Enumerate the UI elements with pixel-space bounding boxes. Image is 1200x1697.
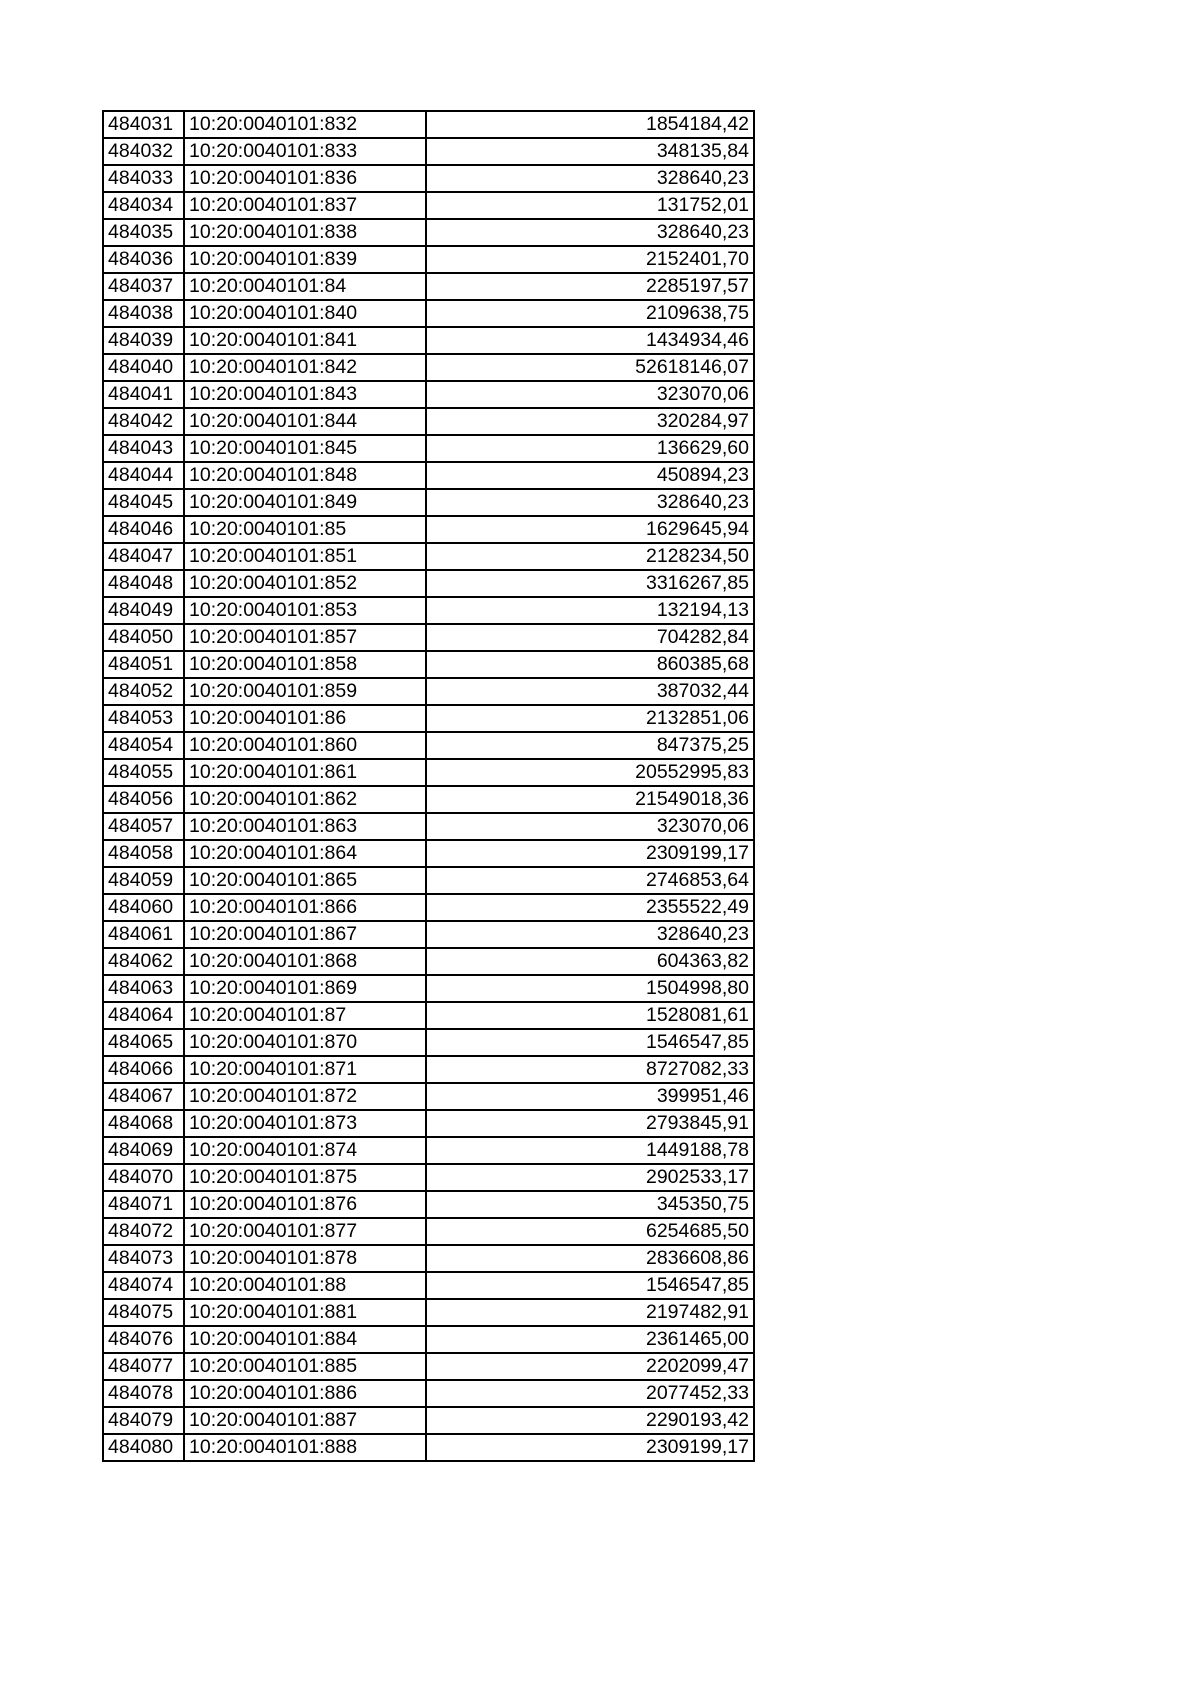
value-cell: 328640,23 (426, 165, 754, 192)
value-cell: 6254685,50 (426, 1218, 754, 1245)
value-cell: 2132851,06 (426, 705, 754, 732)
row-id-cell: 484053 (103, 705, 184, 732)
table-row (103, 1380, 754, 1407)
table-row (103, 1083, 754, 1110)
row-id-cell: 484049 (103, 597, 184, 624)
row-id-cell: 484052 (103, 678, 184, 705)
cadastral-number-cell: 10:20:0040101:860 (184, 732, 426, 759)
row-id-cell: 484047 (103, 543, 184, 570)
cadastral-number-cell: 10:20:0040101:867 (184, 921, 426, 948)
table-row (103, 354, 754, 381)
cadastral-number-cell: 10:20:0040101:87 (184, 1002, 426, 1029)
value-cell: 21549018,36 (426, 786, 754, 813)
cadastral-number-cell: 10:20:0040101:857 (184, 624, 426, 651)
row-id-cell: 484065 (103, 1029, 184, 1056)
value-cell: 604363,82 (426, 948, 754, 975)
row-id-cell: 484066 (103, 1056, 184, 1083)
value-cell: 1528081,61 (426, 1002, 754, 1029)
row-id-cell: 484079 (103, 1407, 184, 1434)
cadastral-number-cell: 10:20:0040101:887 (184, 1407, 426, 1434)
table-row (103, 1326, 754, 1353)
table-row (103, 975, 754, 1002)
table-row (103, 1137, 754, 1164)
table-row (103, 1002, 754, 1029)
table-row (103, 786, 754, 813)
value-cell: 136629,60 (426, 435, 754, 462)
cadastral-number-cell: 10:20:0040101:844 (184, 408, 426, 435)
row-id-cell: 484077 (103, 1353, 184, 1380)
value-cell: 131752,01 (426, 192, 754, 219)
row-id-cell: 484060 (103, 894, 184, 921)
table-row (103, 759, 754, 786)
table-row (103, 813, 754, 840)
table-body (103, 111, 754, 1461)
table-row (103, 1191, 754, 1218)
table-row (103, 273, 754, 300)
value-cell: 2793845,91 (426, 1110, 754, 1137)
row-id-cell: 484039 (103, 327, 184, 354)
row-id-cell: 484062 (103, 948, 184, 975)
value-cell: 52618146,07 (426, 354, 754, 381)
table-row (103, 1056, 754, 1083)
table-row (103, 1218, 754, 1245)
row-id-cell: 484058 (103, 840, 184, 867)
value-cell: 348135,84 (426, 138, 754, 165)
value-cell: 328640,23 (426, 489, 754, 516)
value-cell: 3316267,85 (426, 570, 754, 597)
table-row (103, 219, 754, 246)
cadastral-number-cell: 10:20:0040101:841 (184, 327, 426, 354)
table-row (103, 1299, 754, 1326)
row-id-cell: 484075 (103, 1299, 184, 1326)
table-row (103, 705, 754, 732)
cadastral-number-cell: 10:20:0040101:869 (184, 975, 426, 1002)
table-row (103, 840, 754, 867)
row-id-cell: 484067 (103, 1083, 184, 1110)
row-id-cell: 484040 (103, 354, 184, 381)
cadastral-number-cell: 10:20:0040101:88 (184, 1272, 426, 1299)
row-id-cell: 484037 (103, 273, 184, 300)
cadastral-number-cell: 10:20:0040101:888 (184, 1434, 426, 1461)
table-row (103, 732, 754, 759)
cadastral-number-cell: 10:20:0040101:862 (184, 786, 426, 813)
table-row (103, 678, 754, 705)
row-id-cell: 484080 (103, 1434, 184, 1461)
value-cell: 345350,75 (426, 1191, 754, 1218)
cadastral-number-cell: 10:20:0040101:85 (184, 516, 426, 543)
value-cell: 2746853,64 (426, 867, 754, 894)
table-row (103, 381, 754, 408)
value-cell: 860385,68 (426, 651, 754, 678)
value-cell: 399951,46 (426, 1083, 754, 1110)
value-cell: 20552995,83 (426, 759, 754, 786)
table-row (103, 867, 754, 894)
cadastral-number-cell: 10:20:0040101:864 (184, 840, 426, 867)
value-cell: 1434934,46 (426, 327, 754, 354)
value-cell: 2309199,17 (426, 840, 754, 867)
cadastral-number-cell: 10:20:0040101:873 (184, 1110, 426, 1137)
row-id-cell: 484072 (103, 1218, 184, 1245)
row-id-cell: 484038 (103, 300, 184, 327)
value-cell: 132194,13 (426, 597, 754, 624)
value-cell: 704282,84 (426, 624, 754, 651)
row-id-cell: 484070 (103, 1164, 184, 1191)
cadastral-number-cell: 10:20:0040101:886 (184, 1380, 426, 1407)
table-row (103, 516, 754, 543)
table-row (103, 948, 754, 975)
table-row (103, 1245, 754, 1272)
cadastral-number-cell: 10:20:0040101:84 (184, 273, 426, 300)
row-id-cell: 484056 (103, 786, 184, 813)
table-row (103, 408, 754, 435)
cadastral-number-cell: 10:20:0040101:858 (184, 651, 426, 678)
table-row (103, 246, 754, 273)
row-id-cell: 484031 (103, 111, 184, 138)
table-row (103, 651, 754, 678)
value-cell: 2109638,75 (426, 300, 754, 327)
value-cell: 2355522,49 (426, 894, 754, 921)
table-row (103, 894, 754, 921)
row-id-cell: 484061 (103, 921, 184, 948)
cadastral-number-cell: 10:20:0040101:852 (184, 570, 426, 597)
cadastral-number-cell: 10:20:0040101:884 (184, 1326, 426, 1353)
value-cell: 323070,06 (426, 381, 754, 408)
value-cell: 2309199,17 (426, 1434, 754, 1461)
row-id-cell: 484033 (103, 165, 184, 192)
cadastral-number-cell: 10:20:0040101:866 (184, 894, 426, 921)
cadastral-number-cell: 10:20:0040101:849 (184, 489, 426, 516)
row-id-cell: 484055 (103, 759, 184, 786)
cadastral-number-cell: 10:20:0040101:859 (184, 678, 426, 705)
value-cell: 2202099,47 (426, 1353, 754, 1380)
value-cell: 847375,25 (426, 732, 754, 759)
value-cell: 2285197,57 (426, 273, 754, 300)
cadastral-number-cell: 10:20:0040101:885 (184, 1353, 426, 1380)
row-id-cell: 484068 (103, 1110, 184, 1137)
cadastral-number-cell: 10:20:0040101:851 (184, 543, 426, 570)
cadastral-number-cell: 10:20:0040101:836 (184, 165, 426, 192)
row-id-cell: 484050 (103, 624, 184, 651)
value-cell: 2128234,50 (426, 543, 754, 570)
cadastral-number-cell: 10:20:0040101:865 (184, 867, 426, 894)
row-id-cell: 484032 (103, 138, 184, 165)
row-id-cell: 484035 (103, 219, 184, 246)
table-row (103, 1110, 754, 1137)
value-cell: 450894,23 (426, 462, 754, 489)
row-id-cell: 484048 (103, 570, 184, 597)
row-id-cell: 484046 (103, 516, 184, 543)
value-cell: 387032,44 (426, 678, 754, 705)
row-id-cell: 484071 (103, 1191, 184, 1218)
cadastral-number-cell: 10:20:0040101:863 (184, 813, 426, 840)
row-id-cell: 484064 (103, 1002, 184, 1029)
table-row (103, 192, 754, 219)
table-row (103, 327, 754, 354)
table-row (103, 435, 754, 462)
row-id-cell: 484041 (103, 381, 184, 408)
cadastral-number-cell: 10:20:0040101:875 (184, 1164, 426, 1191)
value-cell: 328640,23 (426, 219, 754, 246)
cadastral-number-cell: 10:20:0040101:868 (184, 948, 426, 975)
cadastral-number-cell: 10:20:0040101:845 (184, 435, 426, 462)
table-row (103, 597, 754, 624)
value-cell: 1854184,42 (426, 111, 754, 138)
cadastral-number-cell: 10:20:0040101:837 (184, 192, 426, 219)
table-row (103, 165, 754, 192)
value-cell: 2152401,70 (426, 246, 754, 273)
value-cell: 320284,97 (426, 408, 754, 435)
cadastral-number-cell: 10:20:0040101:877 (184, 1218, 426, 1245)
value-cell: 1546547,85 (426, 1272, 754, 1299)
table-row (103, 543, 754, 570)
table-row (103, 1029, 754, 1056)
row-id-cell: 484054 (103, 732, 184, 759)
table-row (103, 300, 754, 327)
row-id-cell: 484069 (103, 1137, 184, 1164)
value-cell: 2361465,00 (426, 1326, 754, 1353)
value-cell: 1449188,78 (426, 1137, 754, 1164)
row-id-cell: 484036 (103, 246, 184, 273)
value-cell: 1504998,80 (426, 975, 754, 1002)
value-cell: 2077452,33 (426, 1380, 754, 1407)
table-row (103, 624, 754, 651)
cadastral-number-cell: 10:20:0040101:840 (184, 300, 426, 327)
value-cell: 2290193,42 (426, 1407, 754, 1434)
value-cell: 328640,23 (426, 921, 754, 948)
cadastral-number-cell: 10:20:0040101:838 (184, 219, 426, 246)
cadastral-number-cell: 10:20:0040101:833 (184, 138, 426, 165)
row-id-cell: 484042 (103, 408, 184, 435)
value-cell: 2197482,91 (426, 1299, 754, 1326)
cadastral-number-cell: 10:20:0040101:861 (184, 759, 426, 786)
cadastral-number-cell: 10:20:0040101:848 (184, 462, 426, 489)
cadastral-number-cell: 10:20:0040101:871 (184, 1056, 426, 1083)
table-row (103, 1164, 754, 1191)
table-row (103, 1353, 754, 1380)
cadastral-number-cell: 10:20:0040101:832 (184, 111, 426, 138)
row-id-cell: 484063 (103, 975, 184, 1002)
table-row (103, 1434, 754, 1461)
value-cell: 1546547,85 (426, 1029, 754, 1056)
cadastral-number-cell: 10:20:0040101:881 (184, 1299, 426, 1326)
table-row (103, 1272, 754, 1299)
row-id-cell: 484074 (103, 1272, 184, 1299)
table-row (103, 489, 754, 516)
value-cell: 2836608,86 (426, 1245, 754, 1272)
cadastral-number-cell: 10:20:0040101:853 (184, 597, 426, 624)
cadastral-number-cell: 10:20:0040101:872 (184, 1083, 426, 1110)
value-cell: 8727082,33 (426, 1056, 754, 1083)
cadastral-number-cell: 10:20:0040101:876 (184, 1191, 426, 1218)
table-row (103, 921, 754, 948)
row-id-cell: 484078 (103, 1380, 184, 1407)
cadastral-number-cell: 10:20:0040101:86 (184, 705, 426, 732)
row-id-cell: 484059 (103, 867, 184, 894)
table-row (103, 138, 754, 165)
table-row (103, 462, 754, 489)
cadastral-number-cell: 10:20:0040101:843 (184, 381, 426, 408)
row-id-cell: 484073 (103, 1245, 184, 1272)
row-id-cell: 484044 (103, 462, 184, 489)
data-table (102, 110, 755, 1462)
value-cell: 2902533,17 (426, 1164, 754, 1191)
row-id-cell: 484076 (103, 1326, 184, 1353)
cadastral-number-cell: 10:20:0040101:839 (184, 246, 426, 273)
table-row (103, 1407, 754, 1434)
row-id-cell: 484034 (103, 192, 184, 219)
row-id-cell: 484051 (103, 651, 184, 678)
row-id-cell: 484045 (103, 489, 184, 516)
table-row (103, 570, 754, 597)
value-cell: 1629645,94 (426, 516, 754, 543)
value-cell: 323070,06 (426, 813, 754, 840)
cadastral-number-cell: 10:20:0040101:878 (184, 1245, 426, 1272)
cadastral-number-cell: 10:20:0040101:842 (184, 354, 426, 381)
row-id-cell: 484057 (103, 813, 184, 840)
table-row (103, 111, 754, 138)
cadastral-number-cell: 10:20:0040101:870 (184, 1029, 426, 1056)
cadastral-number-cell: 10:20:0040101:874 (184, 1137, 426, 1164)
row-id-cell: 484043 (103, 435, 184, 462)
